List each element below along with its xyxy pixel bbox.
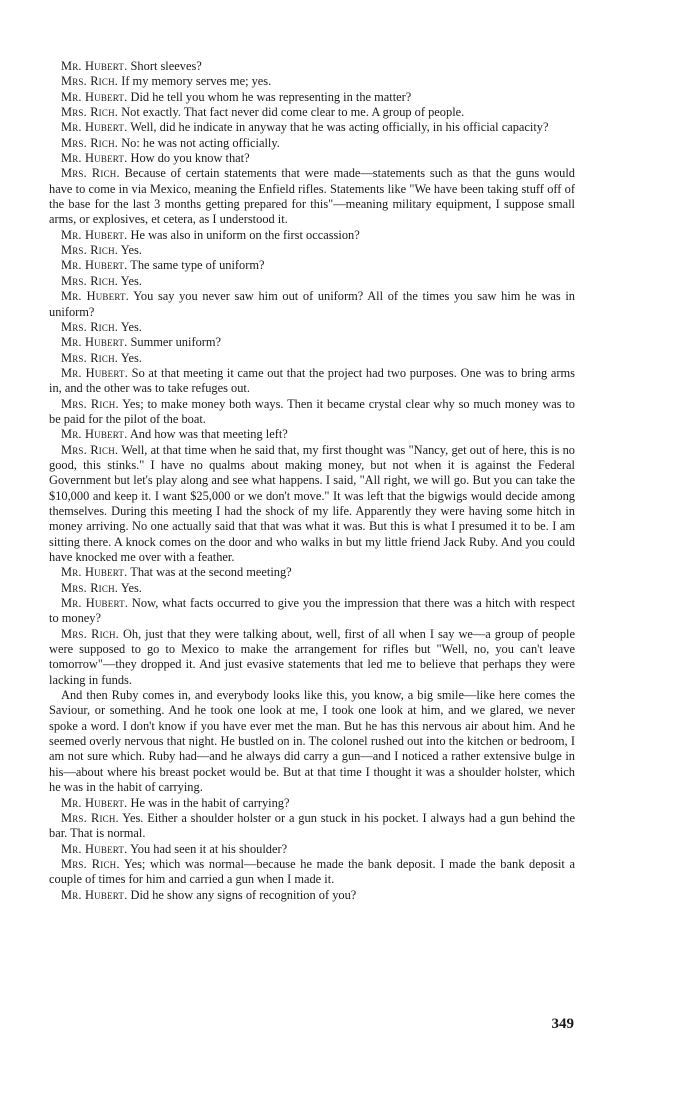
testimony-paragraph xyxy=(49,74,575,89)
testimony-paragraph xyxy=(49,857,575,888)
speaker: Mr. Hubert. xyxy=(61,227,128,242)
statement: So at that meeting it came out that the project had two purposes. One was to bring arms in, and the other was to take refuges out. xyxy=(49,365,575,396)
statement: And how was that meeting left? xyxy=(129,427,288,442)
statement: Yes; to make money both ways. Then it became crystal clear why so much money was to be paid for the pilot of the boat. xyxy=(49,396,575,426)
testimony-paragraph xyxy=(49,136,575,151)
testimony-paragraph xyxy=(49,581,575,596)
statement: Now, what facts occurred to give you the impression that there was a hitch with respect to money? xyxy=(49,596,576,626)
testimony-paragraph xyxy=(49,443,575,566)
statement: The same type of uniform? xyxy=(130,258,265,273)
testimony-paragraph xyxy=(49,366,575,397)
speaker: Mr. Hubert. xyxy=(61,59,128,73)
speaker: Mrs. Rich. xyxy=(61,135,119,150)
testimony-paragraph xyxy=(49,335,575,350)
speaker: Mr. Hubert. xyxy=(61,841,128,856)
speaker: Mrs. Rich. xyxy=(61,273,119,288)
statement: Yes. Either a shoulder holster or a gun stuck in his pocket. I always had a gun behind the bar. That is normal. xyxy=(49,810,575,841)
speaker: Mrs. Rich. xyxy=(61,580,119,595)
statement: If my memory serves me; yes. xyxy=(121,74,272,89)
statement: That was at the second meeting? xyxy=(130,565,292,580)
testimony-paragraph xyxy=(49,243,575,258)
testimony-paragraph xyxy=(49,796,575,811)
testimony-paragraph xyxy=(49,258,575,273)
testimony-paragraph xyxy=(49,120,575,135)
speaker: Mrs. Rich. xyxy=(61,626,119,641)
speaker: Mr. Hubert. xyxy=(61,120,128,135)
statement: Well, did he indicate in anyway that he was acting officially, in his official capacity? xyxy=(130,120,549,135)
testimony-paragraph xyxy=(49,627,575,688)
statement: Yes. xyxy=(120,319,142,334)
testimony-paragraph xyxy=(49,105,575,120)
speaker: Mrs. Rich. xyxy=(61,396,119,411)
statement: Yes. xyxy=(120,580,142,595)
speaker: Mrs. Rich. xyxy=(61,319,119,334)
speaker: Mr. Hubert. xyxy=(61,365,128,380)
statement: Yes. xyxy=(120,243,142,258)
statement: He was in the habit of carrying? xyxy=(130,795,290,810)
speaker: Mrs. Rich. xyxy=(61,243,119,258)
speaker: Mr. Hubert. xyxy=(61,596,129,611)
testimony-paragraph xyxy=(49,888,575,903)
statement: Yes. xyxy=(120,273,142,288)
speaker: Mr. Hubert. xyxy=(61,151,128,166)
testimony-paragraph xyxy=(49,565,575,580)
speaker: Mr. Hubert. xyxy=(61,289,129,304)
statement: You had seen it at his shoulder? xyxy=(130,841,288,856)
statement: Yes; which was normal—because he made the bank deposit. I made the bank deposit a couple of times for him and carried a gun when I made it. xyxy=(49,856,576,887)
testimony-paragraph xyxy=(49,596,575,627)
speaker: Mrs. Rich. xyxy=(61,74,119,89)
statement: How do you know that? xyxy=(130,151,250,166)
testimony-paragraph xyxy=(49,397,575,428)
speaker: Mrs. Rich. xyxy=(61,442,119,457)
testimony-paragraph xyxy=(49,166,575,227)
testimony-paragraph xyxy=(49,351,575,366)
statement: You say you never saw him out of uniform? All of the times you saw him he was in uniform? xyxy=(49,289,576,319)
statement: Oh, just that they were talking about, well, first of all when I say we—a group of people were supposed to go to Mexico to make the arrangement for rifles but "Well, no, you can't leave tomorrow"—they dropped it. And just evasive statements that led me to believe that perhaps they were lacking in funds. xyxy=(49,626,575,687)
testimony-paragraph xyxy=(49,842,575,857)
speaker: Mr. Hubert. xyxy=(61,258,128,273)
speaker: Mr. Hubert. xyxy=(61,887,128,902)
statement: Summer uniform? xyxy=(130,335,222,350)
testimony-page xyxy=(49,59,575,903)
speaker: Mr. Hubert. xyxy=(61,565,128,580)
testimony-paragraph xyxy=(49,59,575,74)
speaker: Mr. Hubert. xyxy=(61,795,128,810)
testimony-paragraph xyxy=(49,289,575,320)
testimony-paragraph xyxy=(49,274,575,289)
speaker: Mr. Hubert. xyxy=(61,335,128,350)
testimony-paragraph xyxy=(49,90,575,105)
speaker: Mrs. Rich. xyxy=(61,810,119,825)
testimony-paragraph xyxy=(49,811,575,842)
page-number: 349 xyxy=(551,1016,574,1032)
speaker: Mrs. Rich. xyxy=(61,105,119,120)
statement: Well, at that time when he said that, my first thought was "Nancy, get out of here, this is no good, this stinks." I have no qualms about making money, but not when it is against the Federal Government but let's play along and see what happens. I said, "All right, we will go. But you can take the $10,000 and keep it. I want $25,000 or we don't move." It was left that the bigwigs would decide among themselves. During this meeting I had the shock of my life. Apparently they were having some hitch in money arriving. No one actually said that that was what it was. But this is what I presumed it to be. I am sitting there. A knock comes on the door and who walks in but my little friend Jack Ruby. And you could have knocked me over with a feather. xyxy=(49,442,575,564)
statement: Did he show any signs of recognition of you? xyxy=(130,887,357,902)
speaker: Mr. Hubert. xyxy=(61,427,128,442)
statement: No: he was not acting officially. xyxy=(121,135,280,150)
speaker: Mrs. Rich. xyxy=(61,350,119,365)
speaker: Mrs. Rich. xyxy=(61,166,120,181)
statement: Short sleeves? xyxy=(130,59,202,73)
testimony-paragraph xyxy=(49,228,575,243)
speaker: Mrs. Rich. xyxy=(61,856,120,871)
testimony-paragraph xyxy=(49,320,575,335)
statement: He was also in uniform on the first occassion? xyxy=(130,227,360,242)
testimony-paragraph xyxy=(49,151,575,166)
speaker: Mr. Hubert. xyxy=(61,89,128,104)
statement: Did he tell you whom he was representing in the matter? xyxy=(130,89,412,104)
statement: And then Ruby comes in, and everybody looks like this, you know, a big smile—like here comes the Saviour, or something. And he took one look at me, I took one look at him, and we glared, we never spoke a word. I don't know if you have ever met the man. But he has this nervous air about him. And he seemed overly nervous that night. He bustled on in. The colonel rushed out into the kitchen or bedroom, I am not sure which. Ruby had—and he always did carry a gun—and I noticed a rather extensive bulge in his—about where his breast pocket would be. But at that time I thought it was a shoulder holster, which he was in the habit of carrying. xyxy=(49,688,575,795)
testimony-paragraph xyxy=(49,688,575,795)
statement: Yes. xyxy=(120,350,142,365)
testimony-paragraph xyxy=(49,427,575,442)
statement: Not exactly. That fact never did come clear to me. A group of people. xyxy=(121,105,465,120)
statement: Because of certain statements that were made—statements such as that the guns would have to come in via Mexico, meaning the Enfield rifles. Statements like "We have been taking stuff off of the base for the last 3 months getting prepared for this"—meaning military equipment, I suppose small arms, or explosives, et cetera, as I understood it. xyxy=(49,166,575,227)
